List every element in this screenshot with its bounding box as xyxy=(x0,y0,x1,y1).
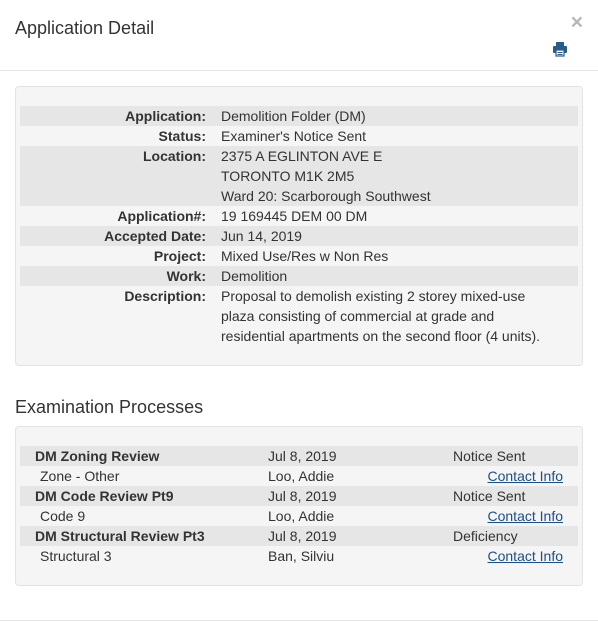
exam-contact-cell xyxy=(453,506,578,526)
application-detail-table xyxy=(20,106,578,346)
exam-sub-process: Structural 3 xyxy=(40,548,112,564)
detail-label: Description: xyxy=(124,288,206,304)
detail-row xyxy=(20,286,578,346)
detail-value-line: Ward 20: Scarborough Southwest xyxy=(221,188,431,204)
exam-process-name-text: DM Zoning Review xyxy=(35,448,160,464)
exam-process-row xyxy=(20,486,578,506)
detail-label: Application#: xyxy=(117,208,206,224)
exam-process-status: Notice Sent xyxy=(453,446,578,466)
detail-value-line: Demolition Folder (DM) xyxy=(221,108,366,124)
detail-value xyxy=(221,126,578,146)
contact-info-link[interactable]: Contact Info xyxy=(487,468,563,484)
detail-spacer xyxy=(206,146,221,206)
detail-value xyxy=(221,106,578,126)
examination-processes-panel xyxy=(15,426,583,586)
exam-sub-process: Zone - Other xyxy=(40,468,120,484)
detail-label: Work: xyxy=(20,266,206,286)
exam-process-status: Notice Sent xyxy=(453,486,578,506)
detail-value-line: Jun 14, 2019 xyxy=(221,228,302,244)
exam-process-status: Deficiency xyxy=(453,526,578,546)
exam-section-title: Examination Processes xyxy=(15,397,204,417)
exam-process-date: Jul 8, 2019 xyxy=(268,526,453,546)
detail-value xyxy=(221,206,578,226)
exam-process-name-text: DM Code Review Pt9 xyxy=(35,488,174,504)
detail-label: Status: xyxy=(158,128,206,144)
detail-spacer xyxy=(206,246,221,266)
detail-spacer xyxy=(206,106,221,126)
detail-value xyxy=(221,286,578,346)
exam-contact-cell xyxy=(453,466,578,486)
exam-process-name xyxy=(20,486,268,506)
exam-examiner-name: Ban, Silviu xyxy=(268,548,335,564)
detail-spacer xyxy=(206,286,221,346)
detail-value-line: 19 169445 DEM 00 DM xyxy=(221,208,368,224)
detail-label: Project: xyxy=(153,248,206,264)
exam-process-name xyxy=(20,526,268,546)
detail-value-line: TORONTO M1K 2M5 xyxy=(221,168,355,184)
contact-info-link[interactable]: Contact Info xyxy=(487,508,563,524)
exam-process-name-text: DM Structural Review Pt3 xyxy=(35,528,205,544)
modal-title: Application Detail xyxy=(15,18,155,38)
detail-row xyxy=(20,246,578,266)
close-icon[interactable]: × xyxy=(570,11,583,34)
exam-process-date: Jul 8, 2019 xyxy=(268,446,453,466)
detail-value-line: 2375 A EGLINTON AVE E xyxy=(221,148,383,164)
detail-value xyxy=(221,146,578,206)
examination-processes-table xyxy=(20,446,578,566)
detail-value-line: plaza consisting of commercial at grade and xyxy=(221,308,495,324)
exam-examiner-row xyxy=(20,466,578,486)
exam-process-row xyxy=(20,446,578,466)
detail-row xyxy=(20,266,578,286)
detail-value-line: residential apartments on the second floor (4 units). xyxy=(221,328,541,344)
contact-info-link[interactable]: Contact Info xyxy=(487,548,563,564)
detail-label: Location: xyxy=(20,146,206,206)
detail-value-line: Mixed Use/Res w Non Res xyxy=(221,248,389,264)
detail-value xyxy=(221,246,578,266)
detail-value-line: Examiner's Notice Sent xyxy=(221,128,367,144)
detail-row xyxy=(20,106,578,126)
detail-spacer xyxy=(206,126,221,146)
print-icon[interactable] xyxy=(552,41,568,57)
modal-footer-divider xyxy=(0,620,598,621)
detail-row xyxy=(20,226,578,246)
modal-header xyxy=(0,0,598,71)
exam-examiner-name: Loo, Addie xyxy=(268,468,335,484)
detail-spacer xyxy=(206,226,221,246)
detail-label: Accepted Date: xyxy=(20,226,206,246)
exam-examiner-row xyxy=(20,546,578,566)
detail-row xyxy=(20,146,578,206)
detail-value xyxy=(221,266,578,286)
exam-contact-cell xyxy=(453,546,578,566)
detail-label: Application: xyxy=(20,106,206,126)
detail-value-line: Demolition xyxy=(221,268,288,284)
exam-sub-process: Code 9 xyxy=(40,508,86,524)
application-detail-panel xyxy=(15,86,583,366)
detail-spacer xyxy=(206,266,221,286)
exam-process-date: Jul 8, 2019 xyxy=(268,486,453,506)
exam-examiner-name: Loo, Addie xyxy=(268,508,335,524)
exam-process-row xyxy=(20,526,578,546)
detail-row xyxy=(20,126,578,146)
detail-value xyxy=(221,226,578,246)
exam-examiner-row xyxy=(20,506,578,526)
exam-process-name xyxy=(20,446,268,466)
detail-value-line: Proposal to demolish existing 2 storey mixed-use xyxy=(221,288,526,304)
detail-row xyxy=(20,206,578,226)
detail-spacer xyxy=(206,206,221,226)
